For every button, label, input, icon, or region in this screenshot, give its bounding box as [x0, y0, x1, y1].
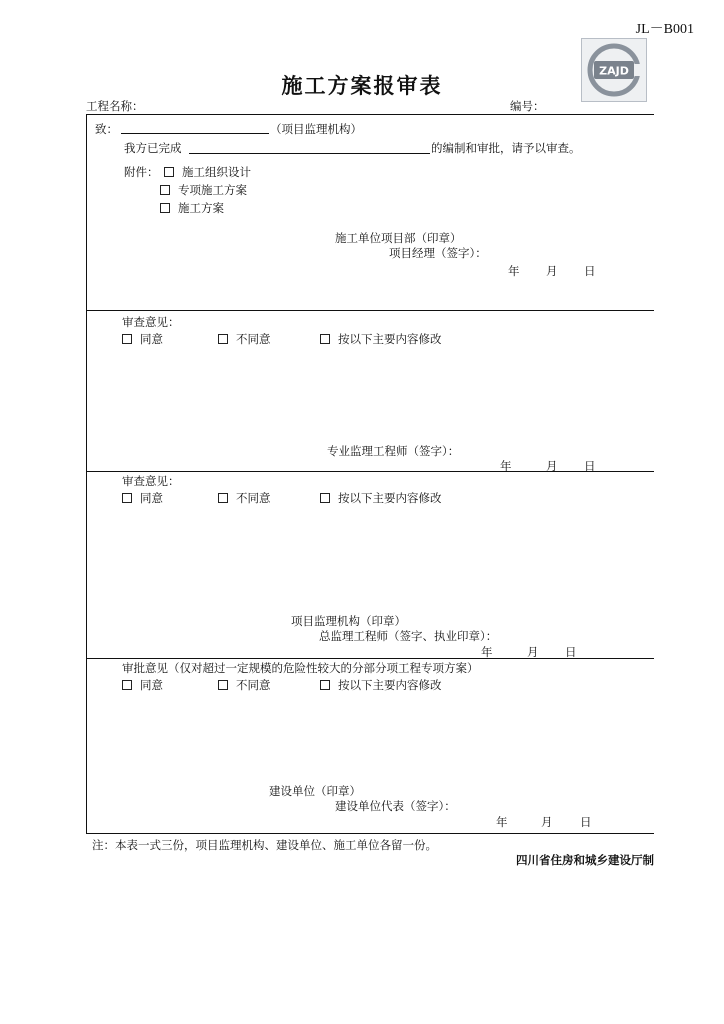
- option-label: 不同意: [236, 678, 271, 692]
- option-agree[interactable]: [122, 491, 163, 505]
- date-year: 年: [481, 645, 493, 659]
- date-month: 月: [546, 264, 558, 278]
- checkbox[interactable]: [160, 203, 170, 213]
- checkbox[interactable]: [320, 493, 330, 503]
- date-month: 月: [527, 645, 539, 659]
- attachment-label-3: 施工方案: [178, 201, 224, 215]
- engineer-sign-label: 专业监理工程师（签字）：: [327, 444, 460, 458]
- attachment-label-1: 施工组织设计: [182, 165, 251, 179]
- checkbox[interactable]: [320, 680, 330, 690]
- option-disagree[interactable]: [218, 491, 271, 505]
- owner-stamp-label: 建设单位（印章）: [269, 784, 361, 798]
- attachment-label: 附件：: [124, 165, 159, 179]
- checkbox[interactable]: [122, 680, 132, 690]
- checkbox[interactable]: [122, 334, 132, 344]
- to-label: 致：: [95, 122, 118, 136]
- project-name-label: 工程名称：: [86, 99, 144, 113]
- owner-representative-sign-label: 建设单位代表（签字）：: [335, 799, 456, 813]
- date-day: 日: [584, 264, 596, 278]
- issuer-label: 四川省住房和城乡建设厅制: [516, 853, 654, 867]
- date-day: 日: [565, 645, 577, 659]
- review-heading: 审查意见：: [122, 474, 180, 488]
- footer-note: 注：本表一式三份，项目监理机构、建设单位、施工单位各留一份。: [92, 838, 437, 852]
- attachment-label-2: 专项施工方案: [178, 183, 247, 197]
- date-month: 月: [546, 459, 558, 473]
- section-divider-1: [86, 310, 654, 311]
- date-year: 年: [500, 459, 512, 473]
- chief-engineer-sign-label: 总监理工程师（签字、执业印章）：: [319, 629, 498, 643]
- project-manager-sign-label: 项目经理（签字）：: [389, 246, 487, 260]
- date-day: 日: [580, 815, 592, 829]
- option-disagree[interactable]: [218, 678, 271, 692]
- approval-heading: 审批意见（仅对超过一定规模的危险性较大的分部分项工程专项方案）: [122, 661, 479, 675]
- date-month: 月: [541, 815, 553, 829]
- option-label: 同意: [140, 491, 163, 505]
- completed-prefix: 我方已完成: [124, 141, 182, 155]
- option-agree[interactable]: [122, 678, 163, 692]
- recipient-field[interactable]: [121, 133, 269, 134]
- attachment-construction-design[interactable]: [164, 165, 251, 179]
- attachment-special-plan[interactable]: [160, 183, 247, 197]
- option-label: 按以下主要内容修改: [338, 491, 442, 505]
- to-suffix: （项目监理机构）: [270, 122, 362, 136]
- date-day: 日: [584, 459, 596, 473]
- option-agree[interactable]: [122, 332, 163, 346]
- checkbox[interactable]: [218, 334, 228, 344]
- date-year: 年: [496, 815, 508, 829]
- option-label: 同意: [140, 332, 163, 346]
- supervision-stamp-label: 项目监理机构（印章）: [291, 614, 406, 628]
- option-revise[interactable]: [320, 491, 442, 505]
- option-disagree[interactable]: [218, 332, 271, 346]
- form-title: 施工方案报审表: [281, 74, 443, 98]
- option-revise[interactable]: [320, 678, 442, 692]
- date-year: 年: [508, 264, 520, 278]
- option-label: 按以下主要内容修改: [338, 332, 442, 346]
- logo-text: ZAJD: [599, 64, 629, 78]
- section-divider-2: [86, 471, 654, 472]
- completed-suffix: 的编制和审批，请予以审查。: [431, 141, 581, 155]
- checkbox[interactable]: [122, 493, 132, 503]
- option-label: 按以下主要内容修改: [338, 678, 442, 692]
- checkbox[interactable]: [160, 185, 170, 195]
- plan-name-field[interactable]: [189, 153, 430, 154]
- option-label: 同意: [140, 678, 163, 692]
- review-heading: 审查意见：: [122, 315, 180, 329]
- checkbox[interactable]: [218, 680, 228, 690]
- option-label: 不同意: [236, 491, 271, 505]
- contractor-stamp-label: 施工单位项目部（印章）: [335, 231, 462, 245]
- attachment-construction-plan[interactable]: [160, 201, 224, 215]
- option-label: 不同意: [236, 332, 271, 346]
- checkbox[interactable]: [218, 493, 228, 503]
- checkbox[interactable]: [320, 334, 330, 344]
- form-code: JL－B001: [635, 22, 694, 37]
- option-revise[interactable]: [320, 332, 442, 346]
- serial-label: 编号：: [510, 99, 545, 113]
- checkbox[interactable]: [164, 167, 174, 177]
